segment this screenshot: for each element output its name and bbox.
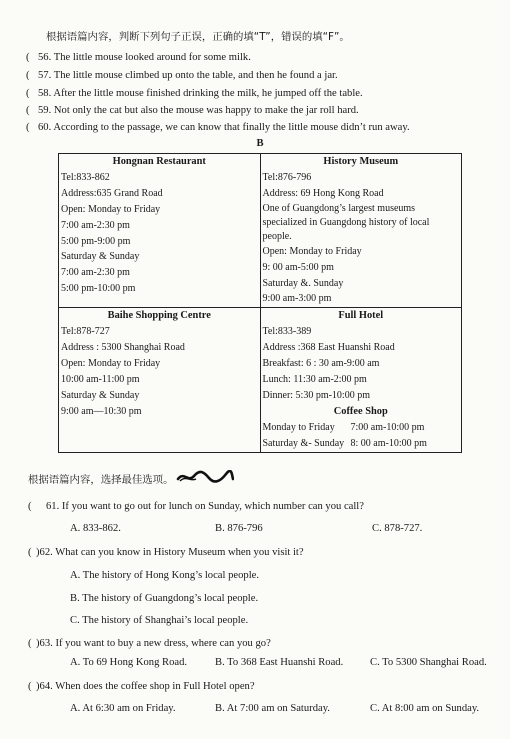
museum-title: History Museum [323, 156, 399, 167]
statement-59: ( 59. Not only the cat but also the mouse was happy to make the jar roll hard. [26, 105, 359, 116]
statement-text: Not only the cat but also the mouse was happy to make the jar roll hard. [53, 105, 359, 116]
info-table [58, 153, 462, 453]
hotel-line: Dinner: 5:30 pm-10:00 pm [262, 389, 370, 401]
baihe-line: Open: Monday to Friday [61, 358, 161, 370]
baihe-line: 10:00 am-11:00 pm [61, 373, 140, 385]
museum-hours-line: Saturday &. Sunday [262, 277, 344, 289]
museum-hours-line: 9:00 am-3:00 pm [262, 293, 332, 305]
statement-num: 59. [38, 105, 52, 116]
baihe-line: Saturday & Sunday [61, 389, 140, 401]
option-c: C. The history of Shanghai’s local people. [70, 615, 249, 626]
statement-num: 57. [38, 70, 52, 81]
history-museum-cell [260, 154, 462, 308]
hotel-line: Lunch: 11:30 am-2:00 pm [262, 373, 367, 385]
hongnan-line: Open: Monday to Friday [61, 203, 161, 215]
museum-tel: Tel:876-796 [262, 171, 312, 183]
baihe-line: Tel:878-727 [61, 326, 110, 338]
statement-num: 60. [38, 122, 52, 133]
question-text: When does the coffee shop in Full Hotel open? [55, 681, 255, 692]
statement-num: 58. [38, 88, 52, 99]
option-a: A. The history of Hong Kong’s local people. [70, 570, 259, 581]
question-num: )62. [36, 547, 53, 558]
hongnan-line: Address:635 Grand Road [61, 187, 163, 199]
question-63: ( )63. If you want to buy a new dress, where can you go? [28, 638, 271, 649]
question-62: ( )62. What can you know in History Museum when you visit it? [28, 547, 304, 558]
coffee-days: Saturday &- Sunday [262, 437, 345, 449]
question-num: 61. [46, 501, 60, 512]
coffee-time: 8: 00 am-10:00 pm [350, 437, 427, 449]
coffee-shop-title: Coffee Shop [333, 405, 388, 417]
statement-num: 56. [38, 52, 52, 63]
statement-57: ( 57. The little mouse climbed up onto the table, and then he found a jar. [26, 70, 338, 81]
baihe-shopping-cell [59, 308, 261, 452]
statement-text: The little mouse looked around for some milk. [53, 52, 251, 63]
option-a: A. 833-862. [70, 523, 121, 534]
hotel-title: Full Hotel [338, 310, 384, 322]
hongnan-restaurant-cell [59, 154, 261, 308]
baihe-title: Baihe Shopping Centre [107, 310, 211, 322]
statement-text: After the little mouse finished drinking the milk, he jumped off the table. [53, 88, 363, 99]
option-b: B. The history of Guangdong’s local people. [70, 593, 259, 604]
hongnan-line: 7:00 am-2:30 pm [61, 219, 130, 231]
coffee-time: 7:00 am-10:00 pm [350, 421, 425, 433]
coffee-days: Monday to Friday [262, 421, 335, 433]
museum-hours-line: 9: 00 am-5:00 pm [262, 261, 334, 273]
question-text: If you want to go out for lunch on Sunday, which number can you call? [61, 501, 364, 512]
option-b: B. 876-796 [215, 523, 263, 534]
option-c: C. 878-727. [372, 523, 423, 534]
option-b: B. At 7:00 am on Saturday. [215, 703, 330, 714]
question-num: )63. [36, 638, 53, 649]
question-61: ( 61. If you want to go out for lunch on Sunday, which number can you call? [28, 501, 364, 512]
part-b-instruction: 根据语篇内容，选择最佳选项。 [28, 474, 174, 486]
option-c: C. To 5300 Shanghai Road. [370, 657, 487, 668]
statement-56: ( 56. The little mouse looked around for some milk. [26, 52, 251, 63]
hotel-line: Address :368 East Huanshi Road [262, 342, 395, 354]
hotel-line: Tel:833-389 [262, 326, 312, 338]
statement-text: The little mouse climbed up onto the table, and then he found a jar. [53, 70, 338, 81]
hongnan-line: Saturday & Sunday [61, 251, 140, 263]
baihe-line: Address : 5300 Shanghai Road [61, 342, 185, 354]
option-a: A. To 69 Hong Kong Road. [70, 657, 188, 668]
statement-58: ( 58. After the little mouse finished drinking the milk, he jumped off the table. [26, 88, 363, 99]
part-a-instruction: 根据语篇内容，判断下列句子正误，正确的填“T”，错误的填“F”。 [46, 31, 350, 43]
baihe-line: 9:00 am—10:30 pm [61, 405, 142, 417]
option-a: A. At 6:30 am on Friday. [70, 703, 176, 714]
question-64: ( )64. When does the coffee shop in Full Hotel open? [28, 681, 255, 692]
museum-hours-line: Open: Monday to Friday [262, 245, 362, 257]
museum-description: One of Guangdong’s largest museums specialized in Guangdong history of local people. [262, 202, 430, 242]
option-c: C. At 8:00 am on Sunday. [370, 703, 480, 714]
coffee-row [263, 436, 460, 452]
hotel-line: Breakfast: 6 : 30 am-9:00 am [262, 358, 380, 370]
hongnan-line: 5:00 pm-9:00 pm [61, 235, 131, 247]
statement-text: According to the passage, we can know that finally the little mouse didn’t run away. [53, 122, 410, 133]
statement-60: ( 60. According to the passage, we can know that finally the little mouse didn’t run away. [26, 122, 410, 133]
hongnan-line: Tel:833-862 [61, 171, 110, 183]
wavy-underline-mark [176, 470, 234, 484]
hongnan-line: 7:00 am-2:30 pm [61, 267, 130, 279]
full-hotel-cell [260, 308, 462, 452]
question-text: If you want to buy a new dress, where can you go? [55, 638, 271, 649]
coffee-row [263, 420, 460, 436]
section-label: B [256, 138, 264, 149]
option-b: B. To 368 East Huanshi Road. [215, 657, 344, 668]
hongnan-title: Hongnan Restaurant [112, 156, 206, 167]
museum-address: Address: 69 Hong Kong Road [262, 187, 384, 199]
question-text: What can you know in History Museum when you visit it? [55, 547, 304, 558]
question-num: )64. [36, 681, 53, 692]
hongnan-line: 5:00 pm-10:00 pm [61, 283, 136, 295]
